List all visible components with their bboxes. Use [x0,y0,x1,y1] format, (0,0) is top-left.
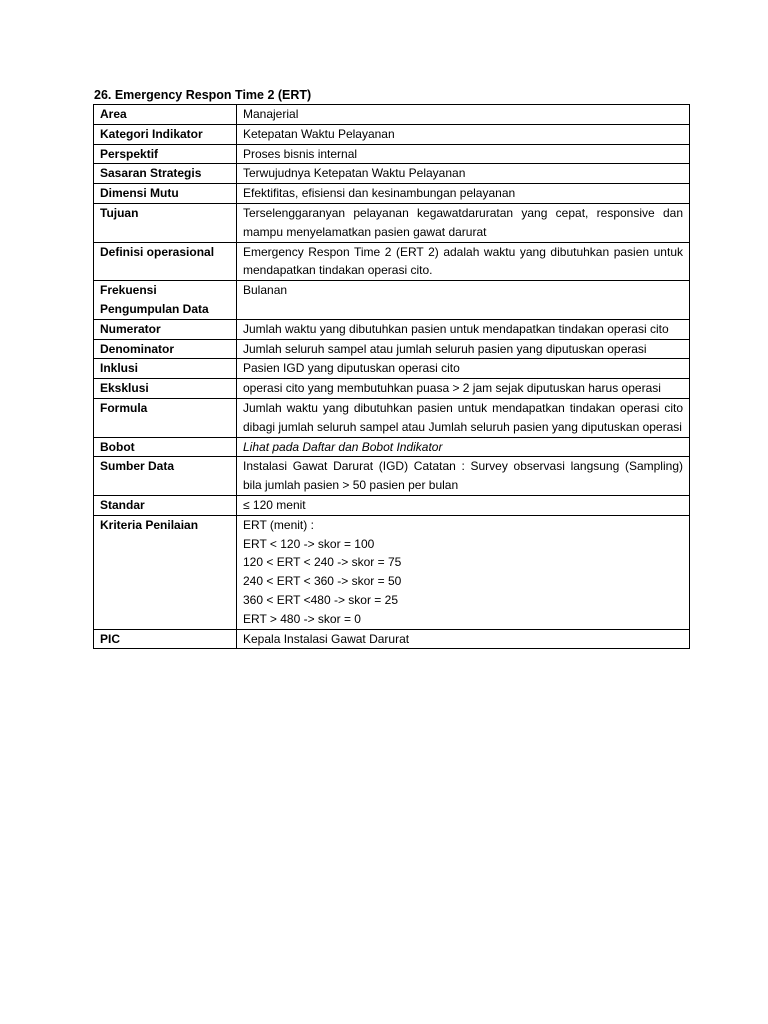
table-row-bobot [94,437,690,457]
document-title: 26. Emergency Respon Time 2 (ERT) [94,88,312,102]
table-row-pic [94,629,690,649]
table-row-tujuan [94,203,690,242]
table-row-sasaran-strategis [94,164,690,184]
row-value: Jumlah seluruh sampel atau jumlah seluruh pasien yang diputuskan operasi [237,339,690,359]
row-label: Numerator [94,319,237,339]
row-label: Kategori Indikator [94,124,237,144]
criteria-line: 120 < ERT < 240 -> skor = 75 [243,555,402,570]
table-row-standar [94,495,690,515]
table-row-dimensi-mutu [94,184,690,204]
criteria-line: ERT (menit) : [243,517,314,532]
table-row-frekuensi [94,281,690,320]
row-label: Sumber Data [94,457,237,496]
table-row-sumber-data [94,457,690,496]
row-label: Perspektif [94,144,237,164]
row-value: Proses bisnis internal [237,144,690,164]
row-label: PIC [94,629,237,649]
row-value: Instalasi Gawat Darurat (IGD) Catatan : Survey observasi langsung (Sampling) bila jumlah pasien > 50 pasien per bulan [237,457,690,496]
row-value: Pasien IGD yang diputuskan operasi cito [237,359,690,379]
table-row-area [94,105,690,125]
row-value: Manajerial [237,105,690,125]
table-row-numerator [94,319,690,339]
row-label: Definisi operasional [94,242,237,281]
table-row-denominator [94,339,690,359]
row-value: Ketepatan Waktu Pelayanan [237,124,690,144]
row-value: ≤ 120 menit [237,495,690,515]
criteria-line: ERT < 120 -> skor = 100 [243,536,375,551]
row-label: Kriteria Penilaian [94,515,237,629]
table-row-kategori-indikator [94,124,690,144]
row-value [237,515,690,629]
table-row-kriteria-penilaian [94,515,690,629]
table-row-definisi-operasional [94,242,690,281]
row-value: Efektifitas, efisiensi dan kesinambungan pelayanan [237,184,690,204]
row-value: Terwujudnya Ketepatan Waktu Pelayanan [237,164,690,184]
row-value: Jumlah waktu yang dibutuhkan pasien untuk mendapatkan tindakan operasi cito [237,319,690,339]
table-row-inklusi [94,359,690,379]
row-value: Lihat pada Daftar dan Bobot Indikator [237,437,690,457]
criteria-line: 240 < ERT < 360 -> skor = 50 [243,574,402,589]
row-label: Inklusi [94,359,237,379]
row-label: Eksklusi [94,379,237,399]
row-value: operasi cito yang membutuhkan puasa > 2 jam sejak diputuskan harus operasi [237,379,690,399]
row-value: Emergency Respon Time 2 (ERT 2) adalah waktu yang dibutuhkan pasien untuk mendapatkan tindakan operasi cito. [237,242,690,281]
criteria-line: 360 < ERT <480 -> skor = 25 [243,592,398,607]
row-label: Denominator [94,339,237,359]
table-row-eksklusi [94,379,690,399]
indicator-profile-table [93,104,690,649]
row-value: Terselenggaranyan pelayanan kegawatdaruratan yang cepat, responsive dan mampu menyelamatkan pasien gawat darurat [237,203,690,242]
row-label: Sasaran Strategis [94,164,237,184]
row-label: Tujuan [94,203,237,242]
table-row-perspektif [94,144,690,164]
row-value: Jumlah waktu yang dibutuhkan pasien untuk mendapatkan tindakan operasi cito dibagi jumlah seluruh sampel atau Jumlah seluruh pasien yang diputuskan operasi [237,398,690,437]
row-label: Frekuensi Pengumpulan Data [94,281,237,320]
table-row-formula [94,398,690,437]
row-value: Kepala Instalasi Gawat Darurat [237,629,690,649]
row-label: Standar [94,495,237,515]
row-label: Area [94,105,237,125]
row-label: Formula [94,398,237,437]
row-label: Dimensi Mutu [94,184,237,204]
row-value: Bulanan [237,281,690,320]
criteria-line: ERT > 480 -> skor = 0 [243,611,361,626]
row-label: Bobot [94,437,237,457]
